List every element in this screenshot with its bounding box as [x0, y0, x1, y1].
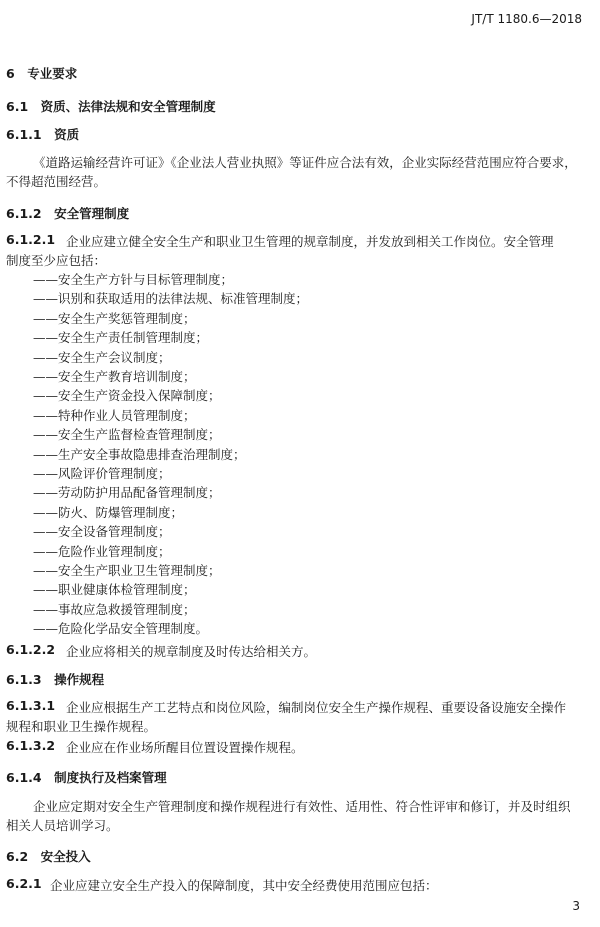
list-item: ——识别和获取适用的法律法规、标准管理制度；	[33, 291, 309, 307]
list-item: ——风险评价管理制度；	[33, 466, 171, 481]
paragraph-6-1-4-line1: 企业应定期对安全生产管理制度和操作规程进行有效性、适用性、符合性评审和修订，并及时组织	[33, 799, 571, 814]
clause-6-2-1-text: 企业应建立安全生产投入的保障制度，其中安全经费使用范围应包括：	[50, 878, 438, 893]
list-item: ——安全生产会议制度；	[33, 349, 171, 365]
section-6-1-4-heading: 6.1.4 制度执行及档案管理	[6, 770, 167, 785]
list-item: ——安全生产责任制管理制度；	[33, 330, 209, 346]
clause-6-1-3-1-number: 6.1.3.1	[6, 698, 56, 713]
list-item: ——特种作业人员管理制度；	[33, 407, 196, 423]
paragraph-6-1-1-line2: 不得超范围经营。	[6, 174, 107, 189]
list-item: ——安全生产职业卫生管理制度；	[33, 563, 221, 578]
clause-6-1-2-2-number: 6.1.2.2	[6, 642, 56, 657]
list-item: ——生产安全事故隐患排查治理制度；	[33, 446, 246, 462]
clause-6-1-3-1-line1: 企业应根据生产工艺特点和岗位风险，编制岗位安全生产操作规程、重要设备设施安全操作	[66, 700, 567, 715]
clause-6-1-3-2-number: 6.1.3.2	[6, 738, 56, 753]
section-6-1-2-heading: 6.1.2 安全管理制度	[6, 206, 130, 221]
list-item: ——劳动防护用品配备管理制度；	[33, 485, 221, 501]
clause-6-1-2-1-number: 6.1.2.1	[6, 232, 56, 247]
section-6-1-1-heading: 6.1.1 资质	[6, 127, 80, 142]
section-6-heading: 6 专业要求	[6, 66, 78, 81]
clause-6-1-2-1-line2: 制度至少应包括：	[6, 253, 107, 268]
section-6-1-heading: 6.1 资质、法律法规和安全管理制度	[6, 99, 216, 114]
clause-6-1-2-1-line1: 企业应建立健全安全生产和职业卫生管理的规章制度，并发放到相关工作岗位。安全管理	[66, 234, 554, 249]
clause-6-1-3-1-line2: 规程和职业卫生操作规程。	[6, 719, 157, 734]
list-item: ——安全生产资金投入保障制度；	[33, 388, 221, 404]
standard-code: JT/T 1180.6—2018	[471, 12, 582, 26]
list-item: ——安全生产教育培训制度；	[33, 369, 196, 384]
paragraph-6-1-4-line2: 相关人员培训学习。	[6, 818, 119, 833]
clause-6-1-2-2-text: 企业应将相关的规章制度及时传达给相关方。	[66, 644, 317, 659]
list-item: ——安全生产方针与目标管理制度；	[33, 272, 234, 287]
section-6-2-heading: 6.2 安全投入	[6, 849, 91, 864]
list-item: ——事故应急救援管理制度；	[33, 601, 196, 617]
list-item: ——安全生产监督检查管理制度；	[33, 427, 221, 443]
section-6-1-3-heading: 6.1.3 操作规程	[6, 672, 105, 687]
list-item: ——职业健康体检管理制度；	[33, 582, 196, 598]
list-item: ——危险作业管理制度；	[33, 543, 171, 559]
paragraph-6-1-1-line1: 《道路运输经营许可证》《企业法人营业执照》等证件应合法有效，企业实际经营范围应符合要求，	[33, 155, 577, 170]
clause-6-1-3-2-text: 企业应在作业场所醒目位置设置操作规程。	[66, 740, 304, 755]
clause-6-2-1-number: 6.2.1	[6, 876, 42, 891]
list-item: ——危险化学品安全管理制度。	[33, 621, 209, 637]
list-item: ——安全生产奖惩管理制度；	[33, 310, 196, 326]
page-number: 3	[572, 899, 580, 913]
list-item: ——安全设备管理制度；	[33, 524, 171, 540]
list-item: ——防火、防爆管理制度；	[33, 504, 184, 520]
